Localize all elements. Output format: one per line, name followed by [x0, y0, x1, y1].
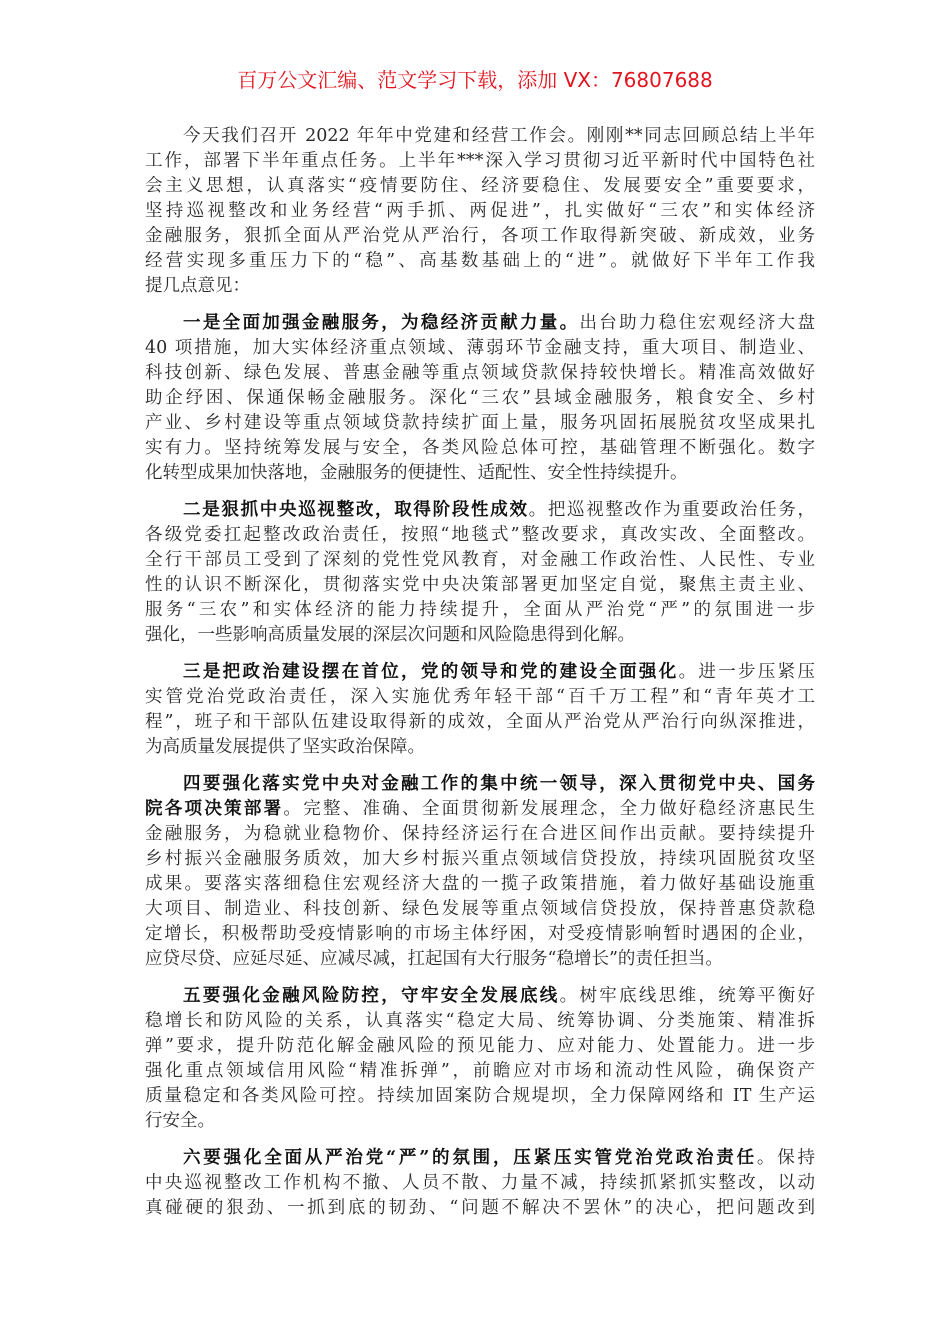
- body-text: 科技创新、绿色发展、普惠金融等重点领域贷款保持较快增长。精准高效做好: [145, 363, 815, 383]
- text-line: [145, 847, 815, 872]
- body-text: 全行干部员工受到了深刻的党性党风教育，对金融工作政治性、人民性、专业: [145, 550, 815, 570]
- text-line: [145, 1171, 815, 1196]
- paragraph: [145, 124, 815, 299]
- body-text: 质量稳定和各类风险可控。持续加固案防合规堤坝，全力保障网络和 IT 生产运: [145, 1086, 815, 1106]
- text-line: [145, 523, 815, 548]
- paragraph: [145, 660, 815, 760]
- body-text: 性的认识不断深化，贯彻落实党中央决策部署更加坚定自觉，聚焦主责主业、: [145, 575, 815, 595]
- paragraph: [145, 311, 815, 486]
- body-text: 程”，班子和干部队伍建设取得新的成效，全面从严治党从严治行向纵深推进，: [145, 712, 815, 732]
- body-text: 40 项措施，加大实体经济重点领域、薄弱环节金融支持，重大项目、制造业、: [145, 338, 815, 358]
- body-text: 产业、乡村建设等重点领域贷款持续扩面上量，服务巩固拓展脱贫攻坚成果扎: [145, 413, 815, 433]
- body-text: 应贷尽贷、应延尽延、应减尽减，扛起国有大行服务“稳增长”的责任担当。: [145, 949, 723, 969]
- text-line: [145, 660, 815, 685]
- text-line: [145, 685, 815, 710]
- body-text: 提几点意见：: [145, 276, 250, 296]
- text-line: [145, 361, 815, 386]
- document-body: [145, 124, 815, 1233]
- text-line: [145, 1146, 815, 1171]
- text-line: [145, 922, 815, 947]
- text-line: [145, 174, 815, 199]
- body-text: 强化重点领域信用风险“精准拆弹”，前瞻应对市场和流动性风险，确保资产: [145, 1061, 815, 1081]
- text-line: [145, 1009, 815, 1034]
- text-line: [145, 548, 815, 573]
- body-text: 工作，部署下半年重点任务。上半年***深入学习贯彻习近平新时代中国特色社: [145, 151, 815, 171]
- text-line: [145, 461, 815, 486]
- text-line: [145, 573, 815, 598]
- body-text: 稳增长和防风险的关系，认真落实“稳定大局、统筹协调、分类施策、精准拆: [145, 1011, 815, 1031]
- bold-heading-text: 一是全面加强金融服务，为稳经济贡献力量。: [183, 313, 580, 333]
- paragraph: [145, 772, 815, 972]
- text-line: [145, 224, 815, 249]
- text-line: [145, 984, 815, 1009]
- text-line: [145, 199, 815, 224]
- text-line: [145, 411, 815, 436]
- body-text: 出台助力稳住宏观经济大盘: [579, 313, 815, 333]
- body-text: 经营实现多重压力下的“稳”、高基数基础上的“进”。就做好下半年工作我: [145, 251, 815, 271]
- watermark-banner: 百万公文汇编、范文学习下载，添加 VX：76807688: [237, 68, 713, 92]
- body-text: 为高质量发展提供了坚实政治保障。: [145, 737, 425, 757]
- text-line: [145, 149, 815, 174]
- paragraph: [145, 1146, 815, 1221]
- body-text: 。树牢底线思维，统筹平衡好: [559, 986, 815, 1006]
- text-line: [145, 710, 815, 735]
- text-line: [145, 436, 815, 461]
- body-text: 实管党治党政治责任，深入实施优秀年轻干部“百千万工程”和“青年英才工: [145, 687, 815, 707]
- body-text: 。把巡视整改作为重要政治任务，: [528, 500, 815, 520]
- body-text: 真碰硬的狠劲、一抓到底的韧劲、“问题不解决不罢休”的决心，把问题改到: [145, 1198, 815, 1218]
- body-text: 助企纾困、保通保畅金融服务。深化“三农”县域金融服务，粮食安全、乡村: [145, 388, 815, 408]
- text-line: [145, 498, 815, 523]
- body-text: 金融服务，狠抓全面从严治党从严治行，各项工作取得新突破、新成效，业务: [145, 226, 815, 246]
- text-line: [145, 872, 815, 897]
- body-text: 各级党委扛起整改政治责任，按照“地毯式”整改要求，真改实改、全面整改。: [145, 525, 815, 545]
- bold-heading-text: 四要强化落实党中央对金融工作的集中统一领导，深入贯彻党中央、国务: [183, 774, 815, 794]
- body-text: 化转型成果加快落地，金融服务的便捷性、适配性、安全性持续提升。: [145, 463, 688, 483]
- body-text: 成果。要落实落细稳住宏观经济大盘的一揽子政策措施，着力做好基础设施重: [145, 874, 815, 894]
- bold-heading-text: 三是把政治建设摆在首位，党的领导和党的建设全面强化: [183, 662, 679, 682]
- text-line: [145, 274, 815, 299]
- paragraph: [145, 498, 815, 648]
- text-line: [145, 797, 815, 822]
- text-line: [145, 1196, 815, 1221]
- text-line: [145, 1059, 815, 1084]
- body-text: 。完整、准确、全面贯彻新发展理念，全力做好稳经济惠民生: [283, 799, 815, 819]
- text-line: [145, 598, 815, 623]
- body-text: 会主义思想，认真落实“疫情要防住、经济要稳住、发展要安全”重要要求，: [145, 176, 815, 196]
- text-line: [145, 623, 815, 648]
- body-text: 金融服务，为稳就业稳物价、保持经济运行在合进区间作出贡献。要持续提升: [145, 824, 815, 844]
- body-text: 乡村振兴金融服务质效，加大乡村振兴重点领域信贷投放，持续巩固脱贫攻坚: [145, 849, 815, 869]
- body-text: 定增长，积极帮助受疫情影响的市场主体纾困，对受疫情影响暂时遇困的企业，: [145, 924, 815, 944]
- body-text: 大项目、制造业、科技创新、绿色发展等重点领域信贷投放，保持普惠贷款稳: [145, 899, 815, 919]
- body-text: 弹”要求，提升防范化解金融风险的预见能力、应对能力、处置能力。进一步: [145, 1036, 815, 1056]
- body-text: 强化，一些影响高质量发展的深层次问题和风险隐患得到化解。: [145, 625, 635, 645]
- bold-heading-text: 五要强化金融风险防控，守牢安全发展底线: [183, 986, 560, 1006]
- text-line: [145, 772, 815, 797]
- body-text: 。保持: [756, 1148, 815, 1168]
- paragraph: [145, 984, 815, 1134]
- text-line: [145, 822, 815, 847]
- bold-heading-text: 院各项决策部署: [145, 799, 284, 819]
- text-line: [145, 735, 815, 760]
- body-text: 中央巡视整改工作机构不撤、人员不散、力量不减，持续抓紧抓实整改，以动: [145, 1173, 815, 1193]
- body-text: 实有力。坚持统筹发展与安全，各类风险总体可控，基础管理不断强化。数字: [145, 438, 815, 458]
- body-text: 坚持巡视整改和业务经营“两手抓、两促进”，扎实做好“三农”和实体经济: [145, 201, 815, 221]
- text-line: [145, 386, 815, 411]
- text-line: [145, 1109, 815, 1134]
- body-text: 服务“三农”和实体经济的能力持续提升，全面从严治党“严”的氛围进一步: [145, 600, 815, 620]
- text-line: [145, 336, 815, 361]
- bold-heading-text: 二是狠抓中央巡视整改，取得阶段性成效: [183, 500, 529, 520]
- text-line: [145, 124, 815, 149]
- text-line: [145, 897, 815, 922]
- text-line: [145, 249, 815, 274]
- text-line: [145, 947, 815, 972]
- text-line: [145, 1084, 815, 1109]
- body-text: 今天我们召开 2022 年年中党建和经营工作会。刚刚**同志回顾总结上半年: [183, 126, 815, 146]
- body-text: 行安全。: [145, 1111, 215, 1131]
- body-text: 。进一步压紧压: [678, 662, 815, 682]
- text-line: [145, 311, 815, 336]
- text-line: [145, 1034, 815, 1059]
- bold-heading-text: 六要强化全面从严治党“严”的氛围，压紧压实管党治党政治责任: [183, 1148, 757, 1168]
